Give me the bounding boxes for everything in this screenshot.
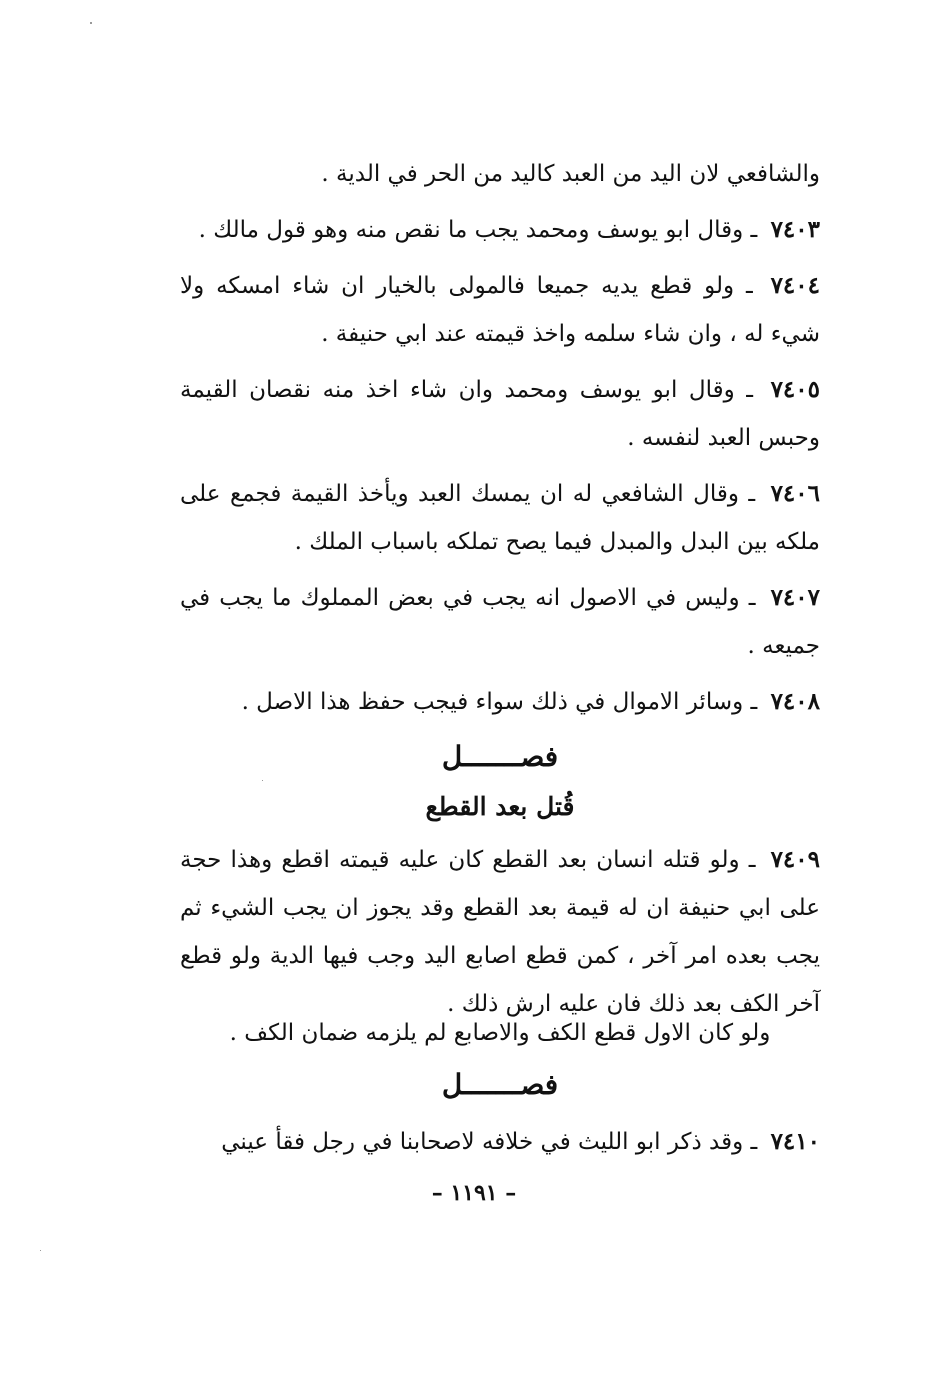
paragraph-number: ٧٤١٠	[770, 1128, 820, 1155]
paragraph-text: ـ وقال ابو يوسف ومحمد وان شاء اخذ منه نقصان القيمة وحبس العبد لنفسه .	[180, 377, 820, 451]
paragraph-7405	[180, 366, 820, 462]
paragraph-7404	[180, 262, 820, 358]
centered-sentence: ولو كان الاول قطع الكف والاصابع لم يلزمه ضمان الكف .	[229, 1020, 771, 1046]
paragraph-7409	[180, 836, 820, 1028]
paragraph-number: ٧٤٠٩	[770, 846, 820, 873]
paragraph-7410	[180, 1118, 820, 1166]
paragraph-text: ـ ولو قتله انسان بعد القطع كان عليه قيمته اقطع وهذا حجة على ابي حنيفة ان له قيمة بعد القطع وقد يجوز ان يجب الشيء ثم يجب بعده امر آخر ، كمن قطع اصابع اليد وجب فيها الدية ولو قطع آخر الكف بعد ذلك فان عليه ارش ذلك .	[180, 847, 820, 1017]
scan-speck	[40, 1250, 41, 1251]
scan-speck	[90, 22, 92, 24]
paragraph-text: ـ ولو قطع يديه جميعا فالمولى بالخيار ان شاء امسكه ولا شيء له ، وان شاء سلمه واخذ قيمته عند ابي حنيفة .	[180, 273, 820, 347]
paragraph-text: ـ وقال الشافعي له ان يمسك العبد ويأخذ القيمة فجمع على ملكه بين البدل والمبدل فيما يصح تملكه باسباب الملك .	[180, 481, 820, 555]
paragraph-text: والشافعي لان اليد من العبد كاليد من الحر في الدية .	[321, 161, 820, 187]
paragraph-number: ٧٤٠٦	[770, 480, 820, 507]
paragraphs-top	[180, 150, 820, 726]
section-heading: فصـــــــل	[441, 740, 559, 773]
scan-speck	[262, 780, 263, 781]
paragraph-7403	[180, 206, 820, 254]
paragraph-7406	[180, 470, 820, 566]
paragraph-number: ٧٤٠٤	[770, 272, 820, 299]
paragraph-number: ٧٤٠٧	[770, 584, 820, 611]
paragraph-number: ٧٤٠٣	[770, 216, 820, 243]
paragraph-text: ـ وليس في الاصول انه يجب في بعض المملوك ما يجب في جميعه .	[180, 585, 820, 659]
section-subheading: قُتل بعد القطع	[425, 792, 575, 821]
paragraph-text: ـ وقال ابو يوسف ومحمد يجب ما نقص منه وهو قول مالك .	[198, 217, 758, 243]
paragraph-continuation	[180, 150, 820, 198]
paragraph-text: ـ وقد ذكر ابو الليث في خلافه لاصحابنا في رجل فقأ عيني	[221, 1129, 758, 1155]
paragraph-7407	[180, 574, 820, 670]
paragraph-7408	[180, 678, 820, 726]
paragraph-number: ٧٤٠٥	[770, 376, 820, 403]
paragraph-text: ـ وسائر الاموال في ذلك سواء فيجب حفظ هذا الاصل .	[241, 689, 758, 715]
paragraph-7410-block	[180, 1118, 820, 1166]
paragraph-7409-block	[180, 836, 820, 1028]
page-number: – ١١٩١ –	[431, 1180, 517, 1206]
section-heading-2: فصـــــــل	[441, 1068, 559, 1101]
paragraph-number: ٧٤٠٨	[770, 688, 820, 715]
